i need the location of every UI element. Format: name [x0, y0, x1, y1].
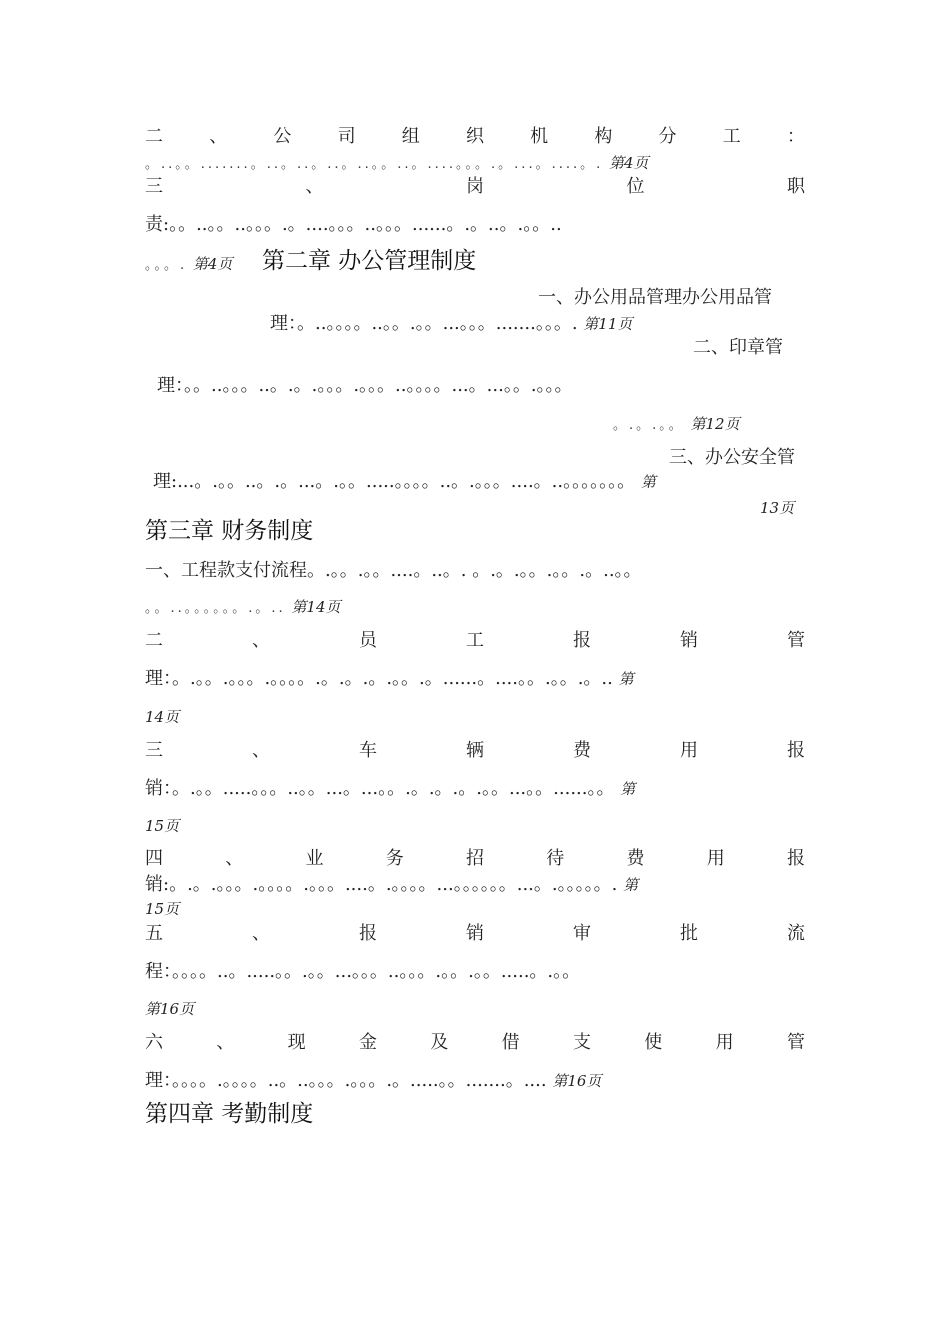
toc-entry-seal-title: 二、印章管: [693, 337, 783, 358]
page-number: 第16页: [552, 1072, 602, 1090]
page-number: 15页: [145, 900, 180, 918]
toc-entry-office-safety-title: 三、办公安全管: [669, 447, 795, 468]
page-number: 第: [620, 780, 636, 798]
title-char: 工: [466, 630, 484, 651]
title-tail: 销：。.。。.....。。。..。。...。...。。.。.。.。.。。...。。......。。: [145, 778, 615, 799]
title-char: 、: [252, 740, 270, 761]
title-char: 、: [225, 848, 244, 869]
page-number: 第11页: [583, 315, 633, 333]
toc-entry-cash-loan-title: [145, 1032, 805, 1054]
page-number: 第: [623, 876, 639, 894]
chapter-heading: 第二章 办公管理制度: [262, 248, 477, 274]
dot-leader: 。.。.。。: [613, 418, 685, 433]
toc-entry-office-supplies-leader: [270, 313, 632, 335]
toc-entry-job-duties-page-line: [145, 253, 232, 277]
page-number: 15页: [145, 817, 180, 835]
toc-entry-seal-leader: [157, 375, 573, 397]
title-char: 组: [401, 126, 420, 147]
dot-leader: 。..。。.......。..。..。..。..。。..。....。。。.。...。....。.: [145, 157, 604, 172]
title-char: 用: [706, 848, 725, 869]
dot-leader: 。。..。。。。。。.。..: [145, 601, 286, 616]
chapter-heading: 第四章 考勤制度: [145, 1101, 314, 1127]
title-char: 辆: [466, 740, 484, 761]
title-char: 六: [145, 1032, 163, 1053]
title-char: 费: [573, 740, 591, 761]
page-number: 第12页: [690, 415, 740, 433]
title-char: 销: [680, 630, 698, 651]
page-number: 第14页: [291, 598, 341, 616]
title-char: 报: [787, 740, 805, 761]
toc-entry-org-division-leader: [145, 152, 649, 176]
title-char: 构: [594, 126, 613, 147]
title-char: 务: [385, 848, 404, 869]
page-number: 第: [640, 473, 656, 491]
toc-entry-approval-process-leader: [145, 961, 580, 983]
title-char: 管: [787, 630, 805, 651]
title-char: 织: [465, 126, 484, 147]
toc-entry-vehicle-expense-title: [145, 740, 805, 762]
title-char: 职: [787, 176, 805, 197]
toc-entry-office-supplies-title: 一、办公用品管理办公用品管: [538, 287, 772, 308]
page-number: 14页: [145, 708, 180, 726]
toc-entry-payment-process-title: 一、工程款支付流程。.。。.。。....。..。. 。.。.。。.。。.。..。。: [145, 560, 642, 581]
dot-leader: 。。。.: [145, 258, 188, 273]
title-char: 批: [680, 923, 698, 944]
title-tail: 销:。.。.。。。.。。。。.。。。....。.。。。。...。。。。。。...。.。。。。。.: [145, 874, 618, 895]
page-number: 13页: [760, 499, 795, 517]
toc-entry-job-duties-title: [145, 176, 805, 198]
title-tail: 理:...。.。。..。.。...。.。。.....。。。。..。.。。。....。..。。。。。。。: [153, 471, 636, 492]
title-char: 金: [358, 1032, 377, 1053]
title-char: 报: [359, 923, 377, 944]
toc-entry-hospitality-expense-page-line: [145, 898, 179, 920]
title-char: 用: [715, 1032, 734, 1053]
toc-entry-staff-reimbursement-leader: [145, 668, 634, 690]
title-char: 、: [252, 923, 270, 944]
page-number: 第4页: [192, 255, 233, 273]
title-char: 报: [787, 848, 805, 869]
toc-entry-vehicle-expense-page-line: [145, 815, 179, 837]
title-char: 流: [787, 923, 805, 944]
title-char: 机: [530, 126, 549, 147]
title-char: 业: [305, 848, 324, 869]
title-char: 销: [466, 923, 484, 944]
page-number: 第4页: [608, 154, 649, 172]
toc-entry-staff-reimbursement-title: [145, 630, 805, 652]
toc-entry-org-division-title: [145, 126, 805, 148]
toc-entry-staff-reimbursement-page-line: [145, 706, 179, 728]
title-char: 费: [626, 848, 645, 869]
title-tail: 理：。。..。。。..。.。.。。。.。。。..。。。。...。...。。.。。。: [157, 375, 573, 396]
title-char: 用: [680, 740, 698, 761]
title-char: 借: [501, 1032, 520, 1053]
title-char: 管: [786, 1032, 805, 1053]
title-char: 公: [273, 126, 292, 147]
title-char: 岗: [466, 176, 484, 197]
toc-entry-payment-process-page-line: [145, 596, 341, 620]
chapter-heading: 第三章 财务制度: [145, 518, 314, 544]
title-char: 现: [287, 1032, 306, 1053]
title-tail: 理：。。。。.。。。。..。..。。。.。。。.。.....。。.......。....: [145, 1070, 547, 1091]
title-char: 位: [626, 176, 645, 197]
toc-entry-job-duties-leader: [145, 214, 562, 236]
toc-entry-vehicle-expense-leader: [145, 778, 635, 800]
title-char: 及: [430, 1032, 449, 1053]
toc-entry-cash-loan-leader: [145, 1070, 601, 1092]
title-tail: 程：。。。。..。.....。。.。。...。。。..。。。.。。.。。.....。.。。: [145, 961, 581, 982]
title-char: 、: [216, 1032, 235, 1053]
page-number: 第: [618, 670, 634, 688]
title-char: 、: [305, 176, 324, 197]
title-char: 审: [573, 923, 591, 944]
title-char: 、: [252, 630, 270, 651]
title-char: 待: [546, 848, 565, 869]
title-char: 司: [337, 126, 356, 147]
title-char: 三: [145, 740, 163, 761]
toc-entry-approval-process-title: [145, 923, 805, 945]
toc-entry-office-safety-leader: [153, 471, 656, 493]
title-char: 、: [209, 126, 228, 147]
toc-entry-office-safety-page-line: [760, 497, 794, 519]
title-char: 二: [145, 630, 163, 651]
title-tail: 理：。..。。。。..。。.。。...。。。.......。。。.: [270, 313, 578, 334]
toc-entry-hospitality-expense-leader: [145, 874, 638, 896]
title-char: ：: [786, 126, 805, 147]
toc-entry-hospitality-expense-title: [145, 848, 805, 870]
title-char: 车: [359, 740, 377, 761]
title-char: 使: [644, 1032, 663, 1053]
title-char: 支: [572, 1032, 591, 1053]
title-char: 五: [145, 923, 163, 944]
title-tail: 理：。.。。.。。。.。。。。.。.。.。.。。.。......。....。。.。。.。..: [145, 668, 613, 689]
title-char: 三: [145, 176, 163, 197]
title-char: 分: [658, 126, 677, 147]
title-tail: 责:。。..。。..。。。.。....。。。..。。。......。.。..。.。。..: [145, 214, 562, 235]
toc-entry-seal-page-line: [613, 413, 740, 437]
title-char: 员: [359, 630, 377, 651]
page-number: 第16页: [145, 1000, 195, 1018]
title-char: 四: [145, 848, 163, 869]
title-char: 报: [573, 630, 591, 651]
title-char: 工: [722, 126, 741, 147]
title-char: 招: [466, 848, 484, 869]
toc-entry-approval-process-page-line: [145, 998, 194, 1020]
title-char: 二: [145, 126, 163, 147]
